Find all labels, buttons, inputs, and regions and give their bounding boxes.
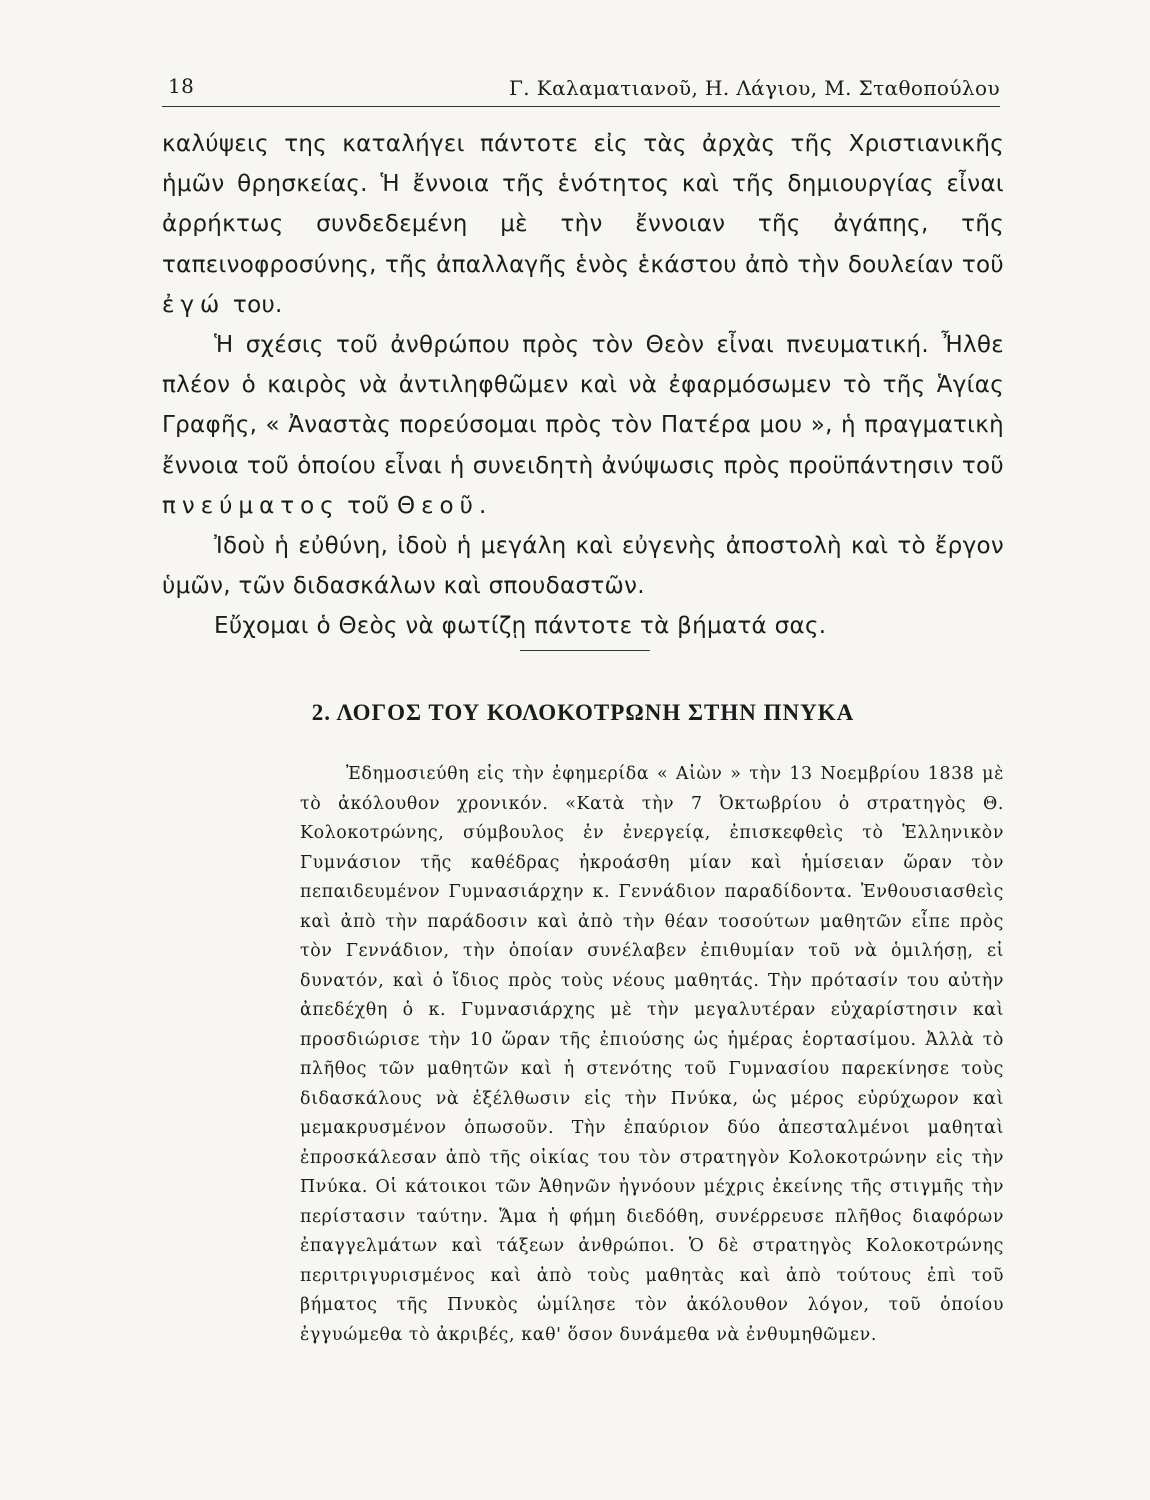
spaced-word: ἐγώ [162,291,226,318]
paragraph [162,124,1004,325]
paragraph-text: τοῦ [339,492,398,519]
section-heading: 2. ΛΟΓΟΣ ΤΟΥ ΚΟΛΟΚΟΤΡΩΝΗ ΣΤΗΝ ΠΝΥΚΑ [311,700,855,725]
closing-speech-text [162,124,1004,647]
section-divider [520,650,650,651]
paragraph-text: καλύψεις της καταλήγει πάντοτε εἰς τὰς ἀρχὰς τῆς Χριστιανικῆς ἡμῶν θρησκείας. Ἡ ἔννοια τῆς ἑνότητος καὶ τῆς δημιουργίας εἶναι ἀρρήκτως συνδεδεμένη μὲ τὴν ἔννοιαν τῆς ἀγάπης, τῆς ταπεινοφροσύνης, τῆς ἀπαλλαγῆς ἑνὸς ἑκάστου ἀπὸ τὴν δουλείαν τοῦ [162,131,1004,278]
running-title: Γ. Καλαματιανοῦ, Η. Λάγιου, Μ. Σταθοπούλου [508,76,1000,100]
paragraph-text: Ἡ σχέσις τοῦ ἀνθρώπου πρὸς τὸν Θεὸν εἶναι πνευματική. Ἦλθε πλέον ὁ καιρὸς νὰ ἀντιληφθῶμεν καὶ νὰ ἐφαρμόσωμεν τὸ τῆς Ἁγίας Γραφῆς, « Ἀναστὰς πορεύσομαι πρὸς τὸν Πατέρα μου », ἡ πραγματικὴ ἔννοια τοῦ ὁποίου εἶναι ἡ συνειδητὴ ἀνύψωσις πρὸς προϋπάντησιν τοῦ [162,332,1004,479]
spaced-word: πνεύματος [162,492,340,519]
paragraph [162,325,1004,526]
paragraph: Ἐδημοσιεύθη εἰς τὴν ἐφημερίδα « Αἰὼν » τὴν 13 Νοεμβρίου 1838 μὲ τὸ ἀκόλουθον χρονικόν. «Κατὰ τὴν 7 Ὀκτωβρίου ὁ στρατηγὸς Θ. Κολοκοτρώνης, σύμβουλος ἐν ἐνεργείᾳ, ἐπισκεφθεὶς τὸ Ἑλληνικὸν Γυμνάσιον τῆς καθέδρας ἠκροάσθη μίαν καὶ ἡμίσειαν ὥραν τὸν πεπαιδευμένον Γυμνασιάρχην κ. Γεννάδιον παραδίδοντα. Ἐνθουσιασθεὶς καὶ ἀπὸ τὴν παράδοσιν καὶ ἀπὸ τὴν θέαν τοσούτων μαθητῶν εἶπε πρὸς τὸν Γεννάδιον, τὴν ὁποίαν συνέλαβεν ἐπιθυμίαν τοῦ νὰ ὁμιλήσῃ, εἰ δυνατόν, καὶ ὁ ἴδιος πρὸς τοὺς νέους μαθητάς. Τὴν πρότασίν του αὐτὴν ἀπεδέχθη ὁ κ. Γυμνασιάρχης μὲ τὴν μεγαλυτέραν εὐχαρίστησιν καὶ προσδιώρισε τὴν 10 ὥραν τῆς ἐπιούσης ὡς ἡμέρας ἑορτασίμου. Ἀλλὰ τὸ πλῆθος τῶν μαθητῶν καὶ ἡ στενότης τοῦ Γυμνασίου παρεκίνησε τοὺς διδασκάλους νὰ ἐξέλθωσιν εἰς τὴν Πνύκα, ὡς μέρος εὐρύχωρον καὶ μεμακρυσμένον ὁπωσοῦν. Τὴν ἐπαύριον δύο ἀπεσταλμένοι μαθηταὶ ἐπροσκάλεσαν ἀπὸ τῆς οἰκίας του τὸν στρατηγὸν Κολοκοτρώνην εἰς τὴν Πνύκα. Οἱ κάτοικοι τῶν Ἀθηνῶν ἠγνόουν μέχρις ἐκείνης τῆς στιγμῆς τὴν περίστασιν ταύτην. Ἅμα ἡ φήμη διεδόθη, συνέρρευσε πλῆθος διαφόρων ἐπαγγελμάτων καὶ τάξεων ἀνθρώποι. Ὁ δὲ στρατηγὸς Κολοκοτρώνης περιτριγυρισμένος καὶ ἀπὸ τοὺς μαθητὰς καὶ ἀπὸ τούτους ἐπὶ τοῦ βήματος τῆς Πνυκὸς ὡμίλησε τὸν ἀκόλουθον λόγον, τοῦ ὁποίου ἐγγυώμεθα τὸ ἀκριβές, καθ' ὅσον δυνάμεθα νὰ ἐνθυμηθῶμεν. [300,764,1004,1345]
spaced-word: Θεοῦ [397,492,479,519]
introduction-text [300,760,1004,1350]
paragraph-text: . [478,492,487,519]
paragraph: Εὔχομαι ὁ Θεὸς νὰ φωτίζῃ πάντοτε τὰ βήματά σας. [214,613,827,640]
paragraph: Ἰδοὺ ἡ εὐθύνη, ἰδοὺ ἡ μεγάλη καὶ εὐγενὴς ἀποστολὴ καὶ τὸ ἔργον ὑμῶν, τῶν διδασκάλων καὶ σπουδαστῶν. [162,533,1004,600]
page-number: 18 [168,74,195,98]
running-header [162,66,1000,107]
paragraph-text: του. [225,291,283,318]
